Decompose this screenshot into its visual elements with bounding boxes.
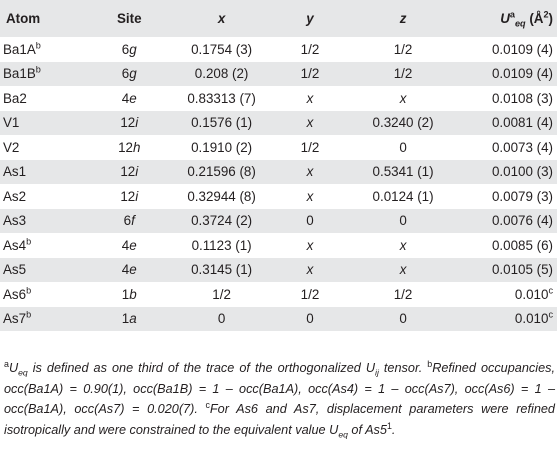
atom-label: As6 (3, 286, 27, 302)
table-row (0, 209, 557, 234)
cell-ueq (462, 258, 557, 283)
table-header (0, 0, 557, 37)
cell-x: 0.83313 (7) (187, 90, 256, 106)
table-row (0, 37, 557, 62)
cell-site (91, 282, 167, 307)
cell-site (91, 37, 167, 62)
cell-atom (0, 184, 91, 209)
cell-ueq (462, 86, 557, 111)
site-multiplicity: 12 (120, 164, 136, 180)
ueq-value: 0.0081 (4) (491, 115, 553, 131)
table-row (0, 62, 557, 87)
atom-footnote-mark: b (26, 285, 32, 296)
header-site: Site (116, 11, 142, 26)
cell-y: 1/2 (300, 286, 320, 302)
ueq-value: 0.0079 (3) (491, 188, 553, 204)
atom-footnote-mark: b (26, 309, 32, 320)
atom-label: As5 (3, 262, 27, 278)
header-atom: Atom (6, 11, 41, 26)
atom-label: As4 (3, 237, 27, 253)
atom-label: V2 (3, 139, 20, 155)
cell-atom (0, 209, 91, 234)
site-multiplicity: 12 (120, 115, 136, 131)
cell-y: 0 (306, 213, 314, 229)
cell-y: 1/2 (300, 66, 320, 82)
cell-y: x (306, 262, 314, 278)
table-row (0, 233, 557, 258)
cell-atom (0, 282, 91, 307)
cell-y: x (306, 237, 314, 253)
cell-ueq (462, 282, 557, 307)
footnote-c-text-sub: eq (338, 429, 348, 440)
cell-atom (0, 233, 91, 258)
footnote-b-text: Refined occupancies, occ(Ba1A) = 0.90(1), occ(Ba1B) = 1 – occ(Ba1A), occ(As4) = 1 – occ(As7), occ(As6) = 1 – occ(Ba1A), occ(As7) = 0.020(7). (4, 361, 555, 417)
cell-z: 0 (399, 311, 407, 327)
site-wyckoff-letter: i (135, 164, 139, 180)
footnote-a-lead-sub: eq (18, 367, 28, 378)
cell-x: 0.32944 (8) (187, 188, 256, 204)
cell-y: x (306, 115, 314, 131)
footnote-c-end: of As5 (347, 422, 387, 437)
ueq-footnote-mark: c (548, 285, 553, 296)
footnote-c-end-sup: 1 (386, 420, 392, 431)
cell-atom (0, 111, 91, 136)
cell-z: 0 (399, 213, 407, 229)
ueq-value: 0.0076 (4) (491, 213, 553, 229)
table-footnotes (4, 358, 555, 440)
cell-z: 1/2 (393, 41, 413, 57)
cell-z: 0.0124 (1) (372, 188, 434, 204)
ueq-value: 0.0100 (3) (491, 164, 553, 180)
cell-site (91, 62, 167, 87)
ueq-value: 0.0108 (3) (491, 90, 553, 106)
site-wyckoff-letter: f (131, 213, 135, 229)
site-wyckoff-letter: g (129, 66, 137, 82)
site-multiplicity: 6 (121, 41, 130, 57)
header-row (0, 0, 557, 37)
footnote-a-text: is defined as one third of the trace of the orthogonalized U (27, 361, 376, 375)
site-wyckoff-letter: e (129, 237, 137, 253)
cell-site (91, 135, 167, 160)
footnote-a-lead: U (8, 361, 19, 375)
table-row (0, 111, 557, 136)
site-multiplicity: 4 (121, 90, 130, 106)
cell-site (91, 111, 167, 136)
cell-site (91, 307, 167, 332)
cell-ueq (462, 184, 557, 209)
header-x: x (217, 11, 226, 26)
atom-label: As2 (3, 188, 27, 204)
table-body (0, 37, 557, 331)
site-multiplicity: 12 (120, 188, 136, 204)
cell-y: x (306, 164, 314, 180)
cell-site (91, 184, 167, 209)
footnote-c-period: . (391, 422, 396, 437)
site-multiplicity: 1 (121, 311, 130, 327)
cell-x: 0.1910 (2) (191, 139, 253, 155)
atom-label: As1 (3, 164, 27, 180)
header-ueq-unit-sup: 2 (543, 9, 549, 20)
cell-x: 0.3724 (2) (191, 213, 253, 229)
cell-z: x (399, 262, 407, 278)
ueq-value: 0.0085 (6) (491, 237, 553, 253)
cell-y: 1/2 (300, 139, 320, 155)
footnote-c-text: For As6 and As7, displacement parameters were refined isotropically and were constrained to the equivalent value U (4, 402, 555, 437)
cell-y: 0 (306, 311, 314, 327)
cell-x: 0.1576 (1) (191, 115, 253, 131)
site-wyckoff-letter: e (129, 262, 137, 278)
table-row (0, 86, 557, 111)
cell-site (91, 233, 167, 258)
cell-x: 0 (217, 311, 226, 327)
atom-footnote-mark: b (35, 40, 41, 51)
header-ueq-unit-close: ) (548, 11, 553, 26)
ueq-footnote-mark: c (548, 309, 553, 320)
header-y: y (306, 11, 314, 26)
cell-z: x (399, 237, 407, 253)
cell-atom (0, 160, 91, 185)
table-row (0, 307, 557, 332)
footnote-c-mark: c (205, 399, 210, 410)
ueq-value: 0.0109 (4) (491, 66, 553, 82)
atom-label: As7 (3, 311, 27, 327)
atom-footnote-mark: b (35, 64, 41, 75)
table-row (0, 258, 557, 283)
site-wyckoff-letter: g (129, 41, 137, 57)
site-multiplicity: 12 (118, 139, 133, 155)
site-multiplicity: 4 (121, 237, 130, 253)
header-ueq (462, 0, 557, 37)
cell-z: 0 (399, 139, 407, 155)
cell-x: 0.21596 (8) (187, 164, 256, 180)
cell-ueq (462, 135, 557, 160)
ueq-value: 0.0109 (4) (491, 41, 553, 57)
cell-x: 0.208 (2) (194, 66, 249, 82)
cell-x: 1/2 (212, 286, 231, 302)
cell-atom (0, 86, 91, 111)
cell-ueq (462, 62, 557, 87)
header-ueq-unit: (Å (525, 11, 544, 26)
atom-label: Ba1A (3, 41, 36, 57)
site-wyckoff-letter: b (129, 286, 137, 302)
cell-ueq (462, 37, 557, 62)
cell-site (91, 86, 167, 111)
cell-ueq (462, 307, 557, 332)
footnote-b-mark: b (427, 358, 433, 369)
site-wyckoff-letter: a (129, 311, 137, 327)
cell-ueq (462, 233, 557, 258)
table-row (0, 135, 557, 160)
cell-ueq (462, 160, 557, 185)
cell-z: x (399, 90, 407, 106)
site-wyckoff-letter: e (129, 90, 137, 106)
atom-label: Ba1B (3, 66, 36, 82)
site-multiplicity: 1 (121, 286, 130, 302)
atom-label: V1 (3, 115, 20, 131)
cell-y: x (306, 90, 314, 106)
cell-x: 0.3145 (1) (191, 262, 253, 278)
footnote-a-mark: a (4, 358, 9, 369)
cell-x: 0.1123 (1) (191, 237, 252, 253)
site-multiplicity: 6 (123, 213, 132, 229)
footnote-a-text-sub: ij (375, 367, 379, 378)
cell-atom (0, 135, 91, 160)
cell-ueq (462, 111, 557, 136)
atom-label: As3 (3, 213, 27, 229)
site-wyckoff-letter: i (135, 188, 139, 204)
cell-z: 1/2 (393, 286, 413, 302)
cell-y: x (306, 188, 314, 204)
cell-atom (0, 62, 91, 87)
cell-y: 1/2 (300, 41, 320, 57)
site-wyckoff-letter: i (135, 115, 139, 131)
table-row (0, 282, 557, 307)
header-ueq-symbol: U (500, 11, 510, 26)
table-row (0, 160, 557, 185)
site-wyckoff-letter: h (132, 139, 141, 155)
header-ueq-sup: a (509, 9, 515, 20)
cell-z: 0.5341 (1) (372, 164, 434, 180)
table-row (0, 184, 557, 209)
cell-atom (0, 37, 91, 62)
cell-atom (0, 258, 91, 283)
cell-site (91, 258, 167, 283)
cell-atom (0, 307, 91, 332)
atom-label: Ba2 (3, 90, 27, 106)
ueq-value: 0.0105 (5) (491, 262, 553, 278)
cell-site (91, 160, 167, 185)
header-z: z (399, 11, 407, 26)
cell-z: 0.3240 (2) (372, 115, 434, 131)
ueq-value: 0.010 (514, 311, 549, 327)
atom-footnote-mark: b (26, 236, 32, 247)
ueq-value: 0.0073 (4) (491, 139, 553, 155)
cell-ueq (462, 209, 557, 234)
cell-site (91, 209, 167, 234)
site-multiplicity: 4 (121, 262, 130, 278)
ueq-value: 0.010 (514, 286, 549, 302)
cell-z: 1/2 (393, 66, 413, 82)
cell-x: 0.1754 (3) (191, 41, 253, 57)
header-ueq-sub: eq (514, 18, 526, 29)
site-multiplicity: 6 (121, 66, 130, 82)
footnote-a-end: tensor. (378, 361, 428, 375)
